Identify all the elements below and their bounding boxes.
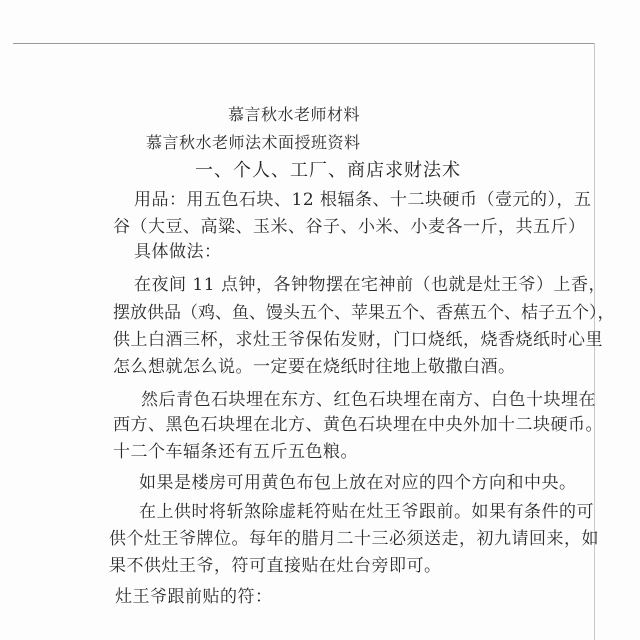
method-label: 具体做法： — [134, 242, 222, 262]
paragraph-line: 果不供灶王爷，符可直接贴在灶台旁即可。 — [109, 556, 442, 576]
paragraph-line: 在夜间 11 点钟，各钟物摆在宅神前（也就是灶王爷）上香， — [134, 275, 606, 295]
page-border-top — [13, 43, 594, 44]
paragraph-line: 供上白酒三杯，求灶王爷保佑发财，门口烧纸，烧香烧纸时心里 — [113, 330, 603, 350]
paragraph-line: 供个灶王爷牌位。每年的腊月二十三必须送走，初九请回来，如 — [109, 529, 599, 549]
talisman-label: 灶王爷跟前贴的符： — [115, 587, 273, 607]
paragraph-line: 在上供时将斩煞除虚耗符贴在灶王爷跟前。如果有条件的可 — [139, 502, 594, 522]
materials-line-2: 谷（大豆、高粱、玉米、谷子、小米、小麦各一斤，共五斤） — [113, 217, 586, 237]
materials-line-1: 用品：用五色石块、12 根辐条、十二块硬币（壹元的），五 — [134, 190, 592, 210]
paragraph-line: 十二个车辐条还有五斤五色粮。 — [113, 442, 358, 462]
document-subtitle: 慕言秋水老师法术面授班资料 — [146, 133, 361, 152]
paragraph-line: 摆放供品（鸡、鱼、馒头五个、苹果五个、香蕉五个、桔子五个）， — [113, 303, 615, 323]
paragraph-line: 西方、黑色石块埋在北方、黄色石块埋在中央外加十二块硬币。 — [113, 415, 603, 435]
paragraph-line: 怎么想就怎么说。一定要在烧纸时往地上敬撒白酒。 — [113, 357, 516, 377]
paragraph-line: 然后青色石块埋在东方、红色石块埋在南方、白色十块埋在 — [141, 390, 596, 410]
paragraph-line: 如果是楼房可用黄色布包上放在对应的四个方向和中央。 — [139, 473, 577, 493]
document-title: 慕言秋水老师材料 — [228, 105, 361, 124]
section-heading: 一、个人、工厂、商店求财法术 — [195, 160, 461, 181]
